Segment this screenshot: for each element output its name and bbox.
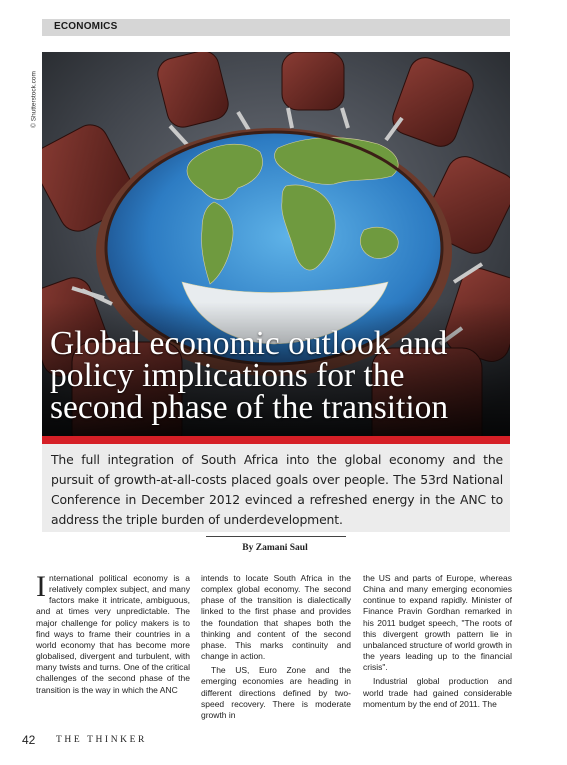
accent-rule (42, 436, 510, 444)
body-column-3 (363, 573, 512, 713)
byline-divider (206, 536, 346, 537)
standfirst-box (42, 444, 510, 532)
body-column-2 (201, 573, 351, 724)
section-bar (42, 19, 510, 36)
body-paragraph: intends to locate South Africa in the complex global economy. The second phase of the transition is dialectically linked to the first phase and provides the foundation that shapes both the thinking and content of the second phase. This marks continuity and change in action. (201, 573, 351, 662)
page-number: 42 (22, 733, 36, 747)
body-paragraph: The US, Euro Zone and the emerging economies are heading in different directions defined by two-speed recovery. There is moderate growth in (201, 665, 351, 720)
body-column-1 (36, 570, 190, 699)
headline-line: second phase of the transition (50, 389, 449, 426)
body-text: nternational political economy is a relatively complex subject, and many factors make it intricate, ambiguous, and at times very unpredictable. The major challenge for policy makers is to find ways to frame their countries in a world economy that has become more globalised, divergent and turbulent, with many twists and turns. One of the critical challenges of the second phase of the transition is the way in which the ANC (36, 573, 190, 695)
body-paragraph (36, 570, 190, 696)
headline-line: Global economic outlook and (50, 325, 448, 362)
body-paragraph: the US and parts of Europe, whereas China and many emerging economies continue to expand rapidly. Minister of Finance Pravin Gordhan remarked in his 2011 budget speech, "The roots of this divergent growth pattern lie in unbalanced structure of world growth in the years leading up to the financial crisis". (363, 573, 512, 673)
headline-line: policy implications for the (50, 357, 405, 394)
hero-image (42, 52, 510, 436)
body-paragraph: Industrial global production and world trade had gained considerable momentum by the end of 2011. The (363, 676, 512, 709)
byline: By Zamani Saul (242, 543, 308, 553)
photo-credit (29, 56, 37, 146)
magazine-name: THE THINKER (56, 735, 147, 745)
drop-cap: I (36, 570, 46, 603)
article-headline (50, 325, 510, 426)
standfirst-text: The full integration of South Africa into the global economy and the pursuit of growth-at-all-costs placed goals over people. The 53rd National Conference in December 2012 evinced a refreshed energy in the ANC to address the triple burden of underdevelopment. (51, 452, 503, 527)
section-label: ECONOMICS (54, 21, 118, 32)
photo-credit-text: © Shutterstock.com (30, 71, 38, 128)
